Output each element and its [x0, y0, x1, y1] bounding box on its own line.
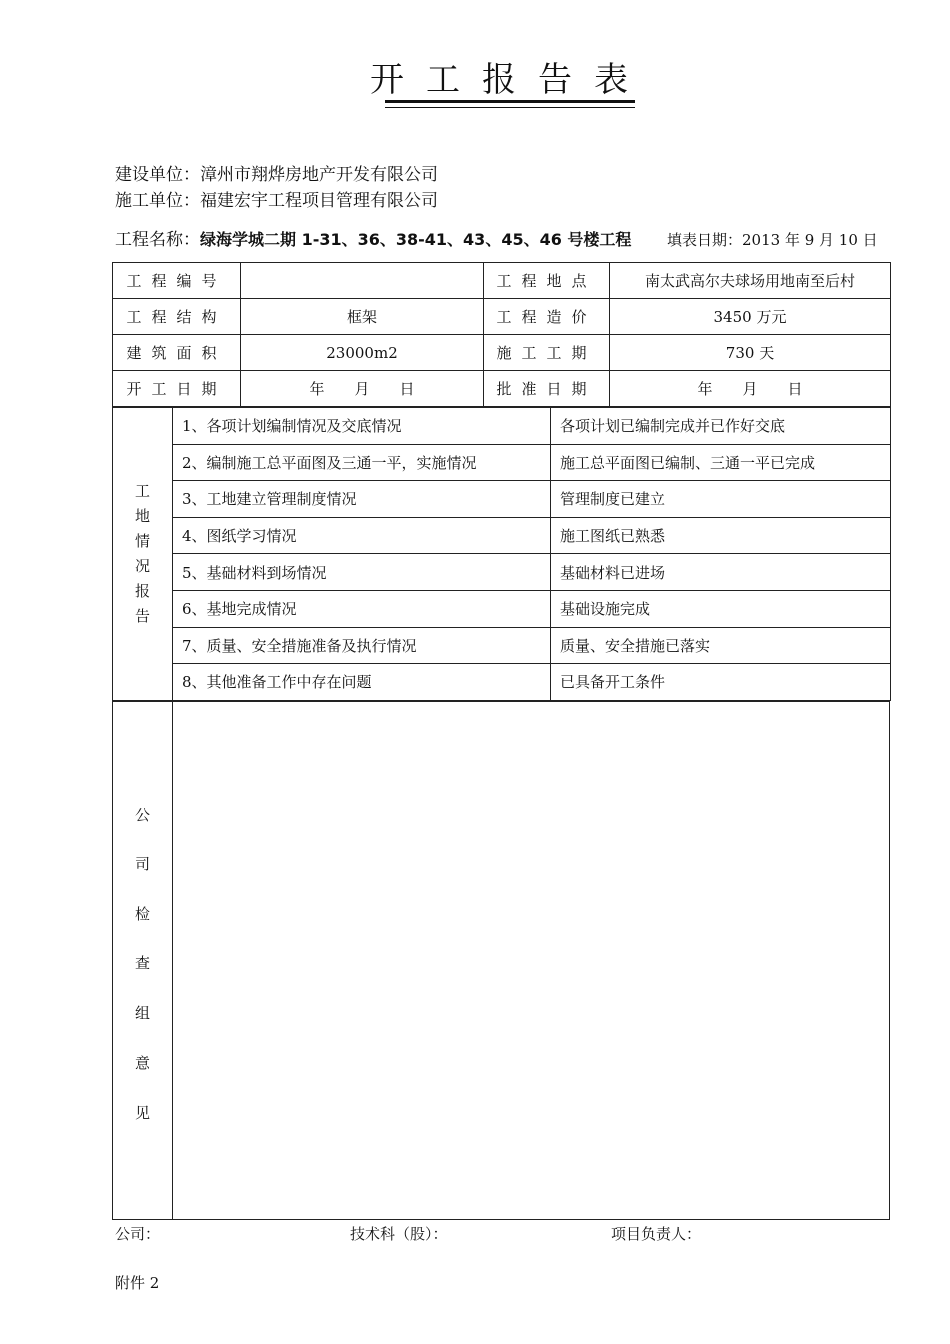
side-char: 报	[134, 581, 150, 600]
report-status: 基础设施完成	[551, 590, 891, 627]
contractor-line	[115, 186, 438, 211]
owner-value: 漳州市翔烨房地产开发有限公司	[200, 165, 438, 185]
title-underline	[385, 100, 635, 108]
contractor-label: 施工单位：	[115, 191, 200, 211]
report-status: 基础材料已进场	[551, 554, 891, 591]
approval-date-value: 年 月 日	[610, 371, 891, 407]
report-item: 1、各项计划编制情况及交底情况	[173, 408, 551, 445]
report-item: 6、基地完成情况	[173, 590, 551, 627]
table-row	[113, 481, 891, 518]
page-title: 开工报告表	[370, 60, 650, 100]
duration-label: 施工工期	[484, 335, 610, 371]
area-value: 23000m2	[241, 335, 484, 371]
project-info-table	[112, 262, 891, 407]
duration-value: 730 天	[610, 335, 891, 371]
report-status: 施工图纸已熟悉	[551, 517, 891, 554]
attachment-label: 附件 2	[115, 1274, 160, 1292]
report-item: 5、基础材料到场情况	[173, 554, 551, 591]
side-char: 检	[134, 905, 150, 923]
footer-company: 公司：	[115, 1225, 161, 1243]
report-item: 3、工地建立管理制度情况	[173, 481, 551, 518]
report-status: 各项计划已编制完成并已作好交底	[551, 408, 891, 445]
start-date-label: 开工日期	[113, 371, 241, 407]
side-char: 查	[134, 954, 150, 972]
site-report-table	[112, 407, 891, 701]
side-char: 组	[134, 1004, 150, 1022]
report-item: 2、编制施工总平面图及三通一平，实施情况	[173, 444, 551, 481]
side-char: 意	[134, 1054, 150, 1072]
table-row	[113, 371, 891, 407]
project-number-label: 工程编号	[113, 263, 241, 299]
cost-value: 3450 万元	[610, 299, 891, 335]
project-number-value	[241, 263, 484, 299]
table-row	[113, 335, 891, 371]
side-char: 况	[134, 556, 150, 575]
structure-value: 框架	[241, 299, 484, 335]
report-item: 4、图纸学习情况	[173, 517, 551, 554]
start-date-value: 年 月 日	[241, 371, 484, 407]
approval-date-label: 批准日期	[484, 371, 610, 407]
fill-date: 填表日期：2013 年 9 月 10 日	[667, 231, 878, 249]
table-row	[113, 408, 891, 445]
report-item: 7、质量、安全措施准备及执行情况	[173, 627, 551, 664]
table-row	[113, 664, 891, 701]
footer-manager: 项目负责人：	[611, 1225, 702, 1243]
report-status: 管理制度已建立	[551, 481, 891, 518]
report-status: 已具备开工条件	[551, 664, 891, 701]
report-item: 8、其他准备工作中存在问题	[173, 664, 551, 701]
table-row	[113, 444, 891, 481]
side-char: 地	[134, 506, 150, 525]
cost-label: 工程造价	[484, 299, 610, 335]
inspection-opinion-side-label	[113, 702, 173, 1219]
footer-tech-dept: 技术科（股）：	[350, 1225, 448, 1243]
table-row	[113, 299, 891, 335]
side-char: 工	[134, 481, 150, 500]
area-label: 建筑面积	[113, 335, 241, 371]
side-char: 见	[134, 1104, 150, 1122]
table-row	[113, 263, 891, 299]
contractor-value: 福建宏宇工程项目管理有限公司	[200, 191, 438, 211]
report-status: 质量、安全措施已落实	[551, 627, 891, 664]
inspection-opinion-box	[112, 701, 890, 1220]
project-location-value: 南太武高尔夫球场用地南至后村	[610, 263, 891, 299]
side-char: 告	[134, 606, 150, 625]
table-row	[113, 517, 891, 554]
side-char: 公	[134, 806, 150, 824]
table-row	[113, 590, 891, 627]
side-char: 司	[134, 855, 150, 873]
project-line	[115, 225, 631, 250]
report-status: 施工总平面图已编制、三通一平已完成	[551, 444, 891, 481]
side-char: 情	[134, 531, 150, 550]
project-value: 绿海学城二期 1-31、36、38-41、43、45、46 号楼工程	[200, 230, 632, 249]
owner-label: 建设单位：	[115, 165, 200, 185]
table-row	[113, 554, 891, 591]
table-row	[113, 627, 891, 664]
site-report-side-label	[113, 408, 173, 701]
owner-line	[115, 160, 438, 185]
project-location-label: 工程地点	[484, 263, 610, 299]
structure-label: 工程结构	[113, 299, 241, 335]
project-label: 工程名称：	[115, 230, 200, 250]
